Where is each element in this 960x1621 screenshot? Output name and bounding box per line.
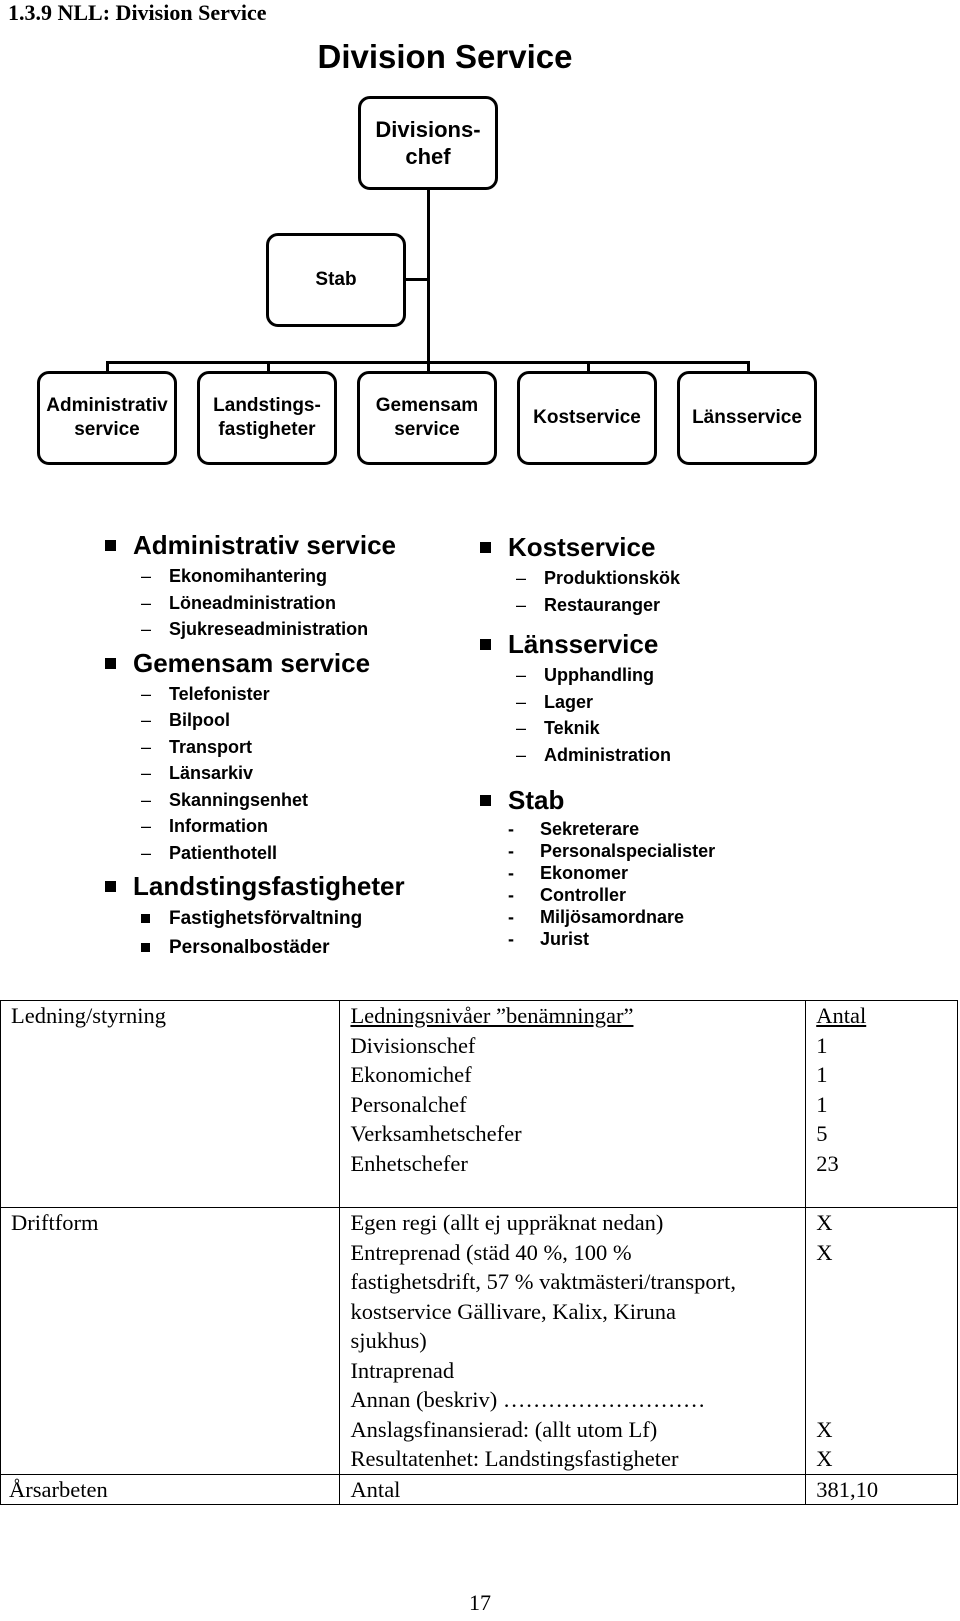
org-box-division-head-label: Divisions- chef <box>375 116 481 169</box>
table-cell-mark <box>816 1297 947 1327</box>
list-section <box>478 626 715 768</box>
column-header: Antal <box>816 1003 867 1028</box>
list-section <box>103 527 405 643</box>
table-cell-mark <box>816 1326 947 1356</box>
list-item: – Sjukreseadministration <box>103 616 405 643</box>
list-section <box>478 782 715 950</box>
unit-list-right <box>478 529 715 950</box>
list-item: – Länsarkiv <box>103 760 405 787</box>
list-item: – Transport <box>103 734 405 761</box>
table-cell-text: Egen regi (allt ej uppräknat nedan) <box>350 1210 664 1235</box>
list-item: - Ekonomer <box>478 862 715 884</box>
unit-list-left <box>103 527 405 962</box>
list-section <box>103 645 405 867</box>
table-cell-value: 1 <box>816 1062 828 1087</box>
table-cell <box>340 1474 806 1505</box>
list-item: – Produktionskök <box>478 565 715 592</box>
list-section-title: Gemensam service <box>103 645 405 681</box>
table-cell-mark <box>816 1356 947 1386</box>
list-item: – Upphandling <box>478 662 715 689</box>
table-cell-text: Entreprenad (städ 40 %, 100 % <box>350 1239 632 1265</box>
table-cell-text: Resultatenhet: Landstingsfastigheter <box>350 1446 679 1471</box>
table-cell-text: Verksamhetschefer <box>350 1121 522 1146</box>
org-box-unit-label: Administrativ service <box>46 395 168 440</box>
org-box-unit-label: Landstings- fastigheter <box>213 395 321 440</box>
table-cell <box>340 1208 806 1475</box>
list-item: - Jurist <box>478 928 715 950</box>
connector-staff-horizontal <box>404 278 428 281</box>
list-section-title: Administrativ service <box>103 527 405 563</box>
table-row <box>1 1001 958 1208</box>
list-item: Fastighetsförvaltning <box>103 904 405 933</box>
table-cell-text: Intraprenad <box>350 1357 455 1383</box>
table-cell-text: Antal <box>350 1476 401 1502</box>
org-box-unit <box>197 371 337 465</box>
list-item: – Restauranger <box>478 592 715 619</box>
table-cell-text: sjukhus) <box>350 1328 427 1353</box>
org-box-unit <box>357 371 497 465</box>
table-cell-mark: X <box>816 1416 833 1442</box>
org-box-staff <box>266 233 406 327</box>
table-cell-mark <box>816 1267 947 1297</box>
list-item: – Information <box>103 813 405 840</box>
column-header: Ledningsnivåer ”benämningar” <box>350 1003 634 1028</box>
table-cell-mark: X <box>816 1446 833 1471</box>
list-item: - Miljösamordnare <box>478 906 715 928</box>
table-cell-text: Anslagsfinansierad: (allt utom Lf) <box>350 1416 658 1442</box>
table-row <box>1 1474 958 1505</box>
table-cell-text: Personalchef <box>350 1091 467 1117</box>
row-label: Driftform <box>11 1210 99 1235</box>
connector-top-vertical <box>427 188 430 364</box>
org-box-unit-label: Gemensam service <box>375 395 479 440</box>
table-cell-text: fastighetsdrift, 57 % vaktmästeri/transport, <box>350 1269 736 1294</box>
list-item: - Personalspecialister <box>478 840 715 862</box>
list-item: – Patienthotell <box>103 840 405 867</box>
org-chart <box>0 30 960 490</box>
org-box-unit-label: Kostservice <box>533 407 641 429</box>
table-cell <box>1 1001 340 1208</box>
org-box-unit-label: Länsservice <box>692 407 802 429</box>
list-section-title: Länsservice <box>478 626 715 662</box>
org-chart-title: Division Service <box>317 38 573 75</box>
list-item: – Telefonister <box>103 681 405 708</box>
table-cell-value: 5 <box>816 1121 828 1146</box>
org-box-division-head <box>358 96 498 190</box>
table-cell-value: 1 <box>816 1032 828 1058</box>
table-cell-text: Divisionschef <box>350 1032 476 1058</box>
org-box-unit <box>677 371 817 465</box>
info-table <box>0 1000 958 1505</box>
table-cell <box>806 1208 958 1475</box>
list-section-title: Kostservice <box>478 529 715 565</box>
table-cell <box>1 1474 340 1505</box>
table-cell-text: Annan (beskriv) ……………………… <box>350 1387 706 1412</box>
table-cell-text: kostservice Gällivare, Kalix, Kiruna <box>350 1298 676 1324</box>
list-item: – Ekonomihantering <box>103 563 405 590</box>
list-item: – Administration <box>478 742 715 769</box>
table-cell <box>340 1001 806 1208</box>
table-cell-mark: X <box>816 1239 833 1265</box>
list-section-title: Stab <box>478 782 715 818</box>
list-item: - Controller <box>478 884 715 906</box>
list-item: – Bilpool <box>103 707 405 734</box>
row-label: Ledning/styrning <box>11 1003 166 1028</box>
org-box-unit <box>37 371 177 465</box>
table-cell <box>806 1001 958 1208</box>
list-item: - Sekreterare <box>478 818 715 840</box>
page-number: 17 <box>469 1590 491 1615</box>
list-section <box>103 868 405 962</box>
list-section <box>478 529 715 618</box>
list-item: – Teknik <box>478 715 715 742</box>
list-item: Personalbostäder <box>103 933 405 962</box>
org-box-staff-label: Stab <box>315 269 357 291</box>
list-item: – Löneadministration <box>103 590 405 617</box>
table-cell-mark: X <box>816 1210 833 1235</box>
table-row <box>1 1208 958 1475</box>
list-section-title: Landstingsfastigheter <box>103 868 405 904</box>
table-cell-text: Ekonomichef <box>350 1062 472 1087</box>
table-cell-text: Enhetschefer <box>350 1150 468 1176</box>
section-heading: 1.3.9 NLL: Division Service <box>8 0 267 25</box>
list-item: – Lager <box>478 689 715 716</box>
table-cell-value: 23 <box>816 1150 839 1176</box>
table-cell-value: 1 <box>816 1091 828 1117</box>
table-cell <box>1 1208 340 1475</box>
list-item: – Skanningsenhet <box>103 787 405 814</box>
org-box-unit <box>517 371 657 465</box>
table-cell-value: 381,10 <box>816 1476 879 1502</box>
table-cell <box>806 1474 958 1505</box>
row-label: Årsarbeten <box>9 1476 108 1502</box>
table-cell-mark <box>816 1385 947 1415</box>
